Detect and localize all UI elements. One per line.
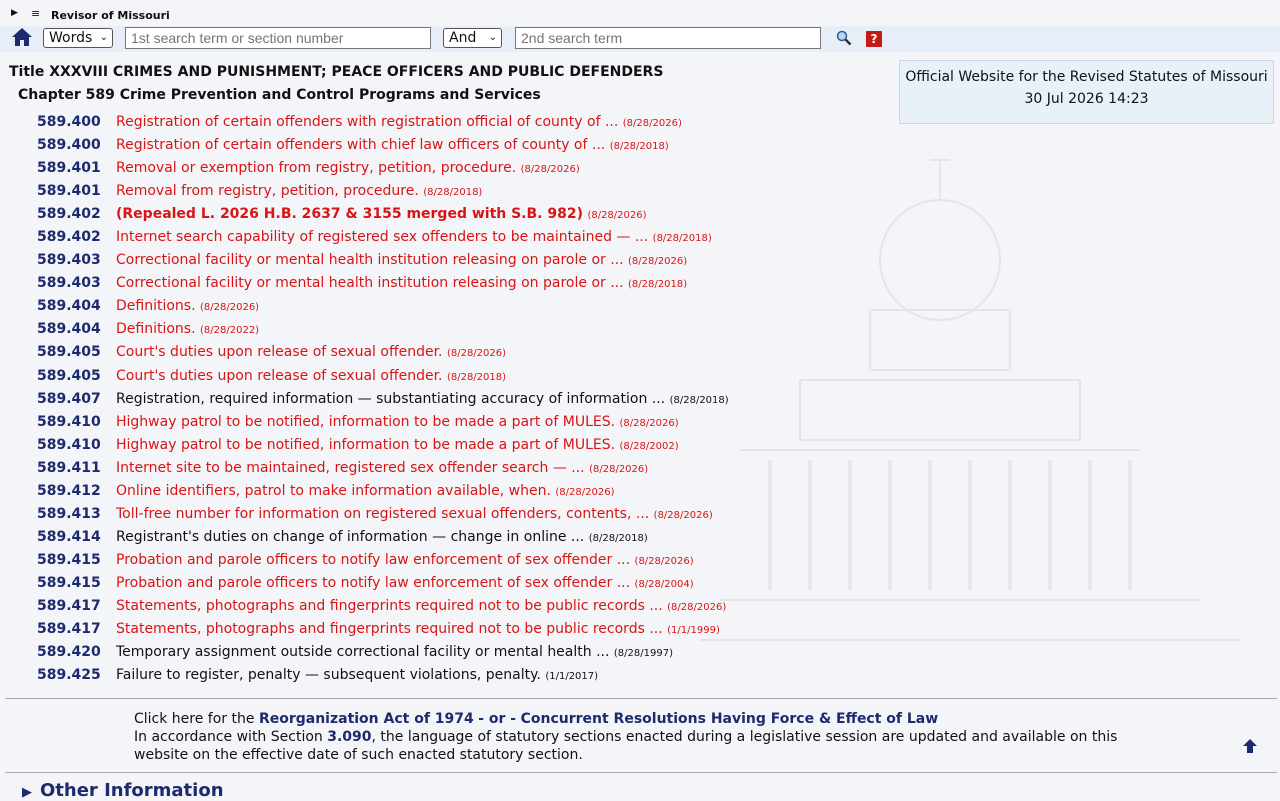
section-effective-date: (1/1/2017) — [545, 671, 599, 683]
section-row — [37, 618, 797, 641]
section-effective-date: (8/28/2026) — [634, 555, 694, 567]
section-title-link[interactable]: Registration, required information — substantiating accuracy of information ... — [116, 390, 666, 407]
home-icon[interactable] — [11, 26, 33, 48]
section-title-link[interactable]: Toll-free number for information on registered sexual offenders, contents, ... — [116, 505, 650, 522]
section-row — [37, 341, 797, 364]
section-number-link[interactable]: 589.401 — [37, 183, 101, 200]
other-information-label: Other Information — [40, 780, 224, 801]
section-title-link[interactable]: Probation and parole officers to notify law enforcement of sex offender ... — [116, 551, 631, 568]
section-title-link[interactable]: Failure to register, penalty — subsequent violations, penalty. — [116, 667, 541, 684]
section-number-link[interactable]: 589.413 — [37, 505, 101, 522]
section-number-link[interactable]: 589.404 — [37, 321, 101, 338]
chevron-down-icon: ⌄ — [99, 32, 108, 43]
chapter-heading: Chapter 589 Crime Prevention and Control Programs and Services — [18, 87, 541, 103]
accordance-note — [134, 728, 1134, 764]
section-number-link[interactable]: 589.404 — [37, 298, 101, 315]
footer-notes — [134, 710, 1134, 764]
expand-triangle-icon: ▶ — [22, 785, 32, 800]
section-row — [37, 457, 797, 480]
section-row — [37, 180, 797, 203]
section-row — [37, 480, 797, 503]
section-number-link[interactable]: 589.417 — [37, 597, 101, 614]
search-mode-select[interactable] — [43, 28, 113, 48]
section-number-link[interactable]: 589.403 — [37, 275, 101, 292]
divider — [5, 772, 1277, 773]
section-number-link[interactable]: 589.405 — [37, 344, 101, 361]
menu-icon[interactable]: ≡ — [31, 7, 41, 20]
section-row — [37, 295, 797, 318]
section-title-link[interactable]: (Repealed L. 2026 H.B. 2637 & 3155 merged with S.B. 982) — [116, 206, 583, 223]
section-number-link[interactable]: 589.420 — [37, 644, 101, 661]
accordance-rest: , the language of statutory sections enacted during a legislative session are updated and available on this website on the effective date of such enacted statutory section. — [134, 729, 1118, 763]
section-title-link[interactable]: Online identifiers, patrol to make information available, when. — [116, 482, 551, 499]
section-title-link[interactable]: Registration of certain offenders with chief law officers of county of ... — [116, 137, 606, 154]
section-effective-date: (8/28/2026) — [555, 486, 615, 498]
section-effective-date: (8/28/2018) — [423, 187, 483, 199]
search-term1-input[interactable] — [125, 27, 431, 49]
official-text: Official Website for the Revised Statutes of Missouri — [905, 69, 1268, 85]
section-effective-date: (8/28/2026) — [446, 348, 507, 360]
or-text: - or - — [478, 711, 517, 727]
section-number-link[interactable]: 589.403 — [37, 252, 101, 269]
section-effective-date: (8/28/2026) — [619, 417, 679, 429]
section-effective-date: (8/28/2026) — [653, 509, 713, 521]
section-effective-date: (1/1/1999) — [667, 625, 720, 637]
magnifier-icon[interactable] — [836, 30, 852, 46]
section-effective-date: (8/28/2026) — [622, 118, 682, 129]
section-number-link[interactable]: 589.400 — [37, 137, 101, 154]
section-number-link[interactable]: 589.425 — [37, 667, 101, 684]
chevron-down-icon: ⌄ — [488, 32, 497, 43]
section-effective-date: (8/28/1997) — [613, 648, 673, 660]
section-row — [37, 249, 797, 272]
section-title-link[interactable]: Temporary assignment outside correctional facility or mental health ... — [116, 644, 610, 661]
section-title-link[interactable]: Highway patrol to be notified, information to be made a part of MULES. — [116, 413, 616, 430]
section-row — [37, 157, 797, 180]
section-list — [37, 111, 797, 687]
section-row — [37, 641, 797, 664]
section-row — [37, 365, 797, 388]
section-title-link[interactable]: Removal or exemption from registry, petition, procedure. — [116, 160, 517, 177]
section-row — [37, 503, 797, 526]
section-row — [37, 434, 797, 457]
section-title-link[interactable]: Court's duties upon release of sexual offender. — [116, 367, 443, 384]
section-effective-date: (8/28/2026) — [667, 601, 727, 613]
section-effective-date: (8/28/2026) — [628, 256, 688, 268]
accordance-prefix: In accordance with Section — [134, 729, 323, 745]
section-title-link[interactable]: Definitions. — [116, 298, 196, 315]
other-information-toggle[interactable] — [22, 780, 224, 801]
concurrent-resolutions-link[interactable]: Concurrent Resolutions Having Force & Effect of Law — [520, 711, 939, 727]
section-effective-date: (8/28/2026) — [589, 463, 649, 475]
reorg-line — [134, 710, 1134, 728]
search-operator-select[interactable] — [443, 28, 502, 48]
section-title-link[interactable]: Registrant's duties on change of information — change in online ... — [116, 528, 585, 545]
section-title-link[interactable]: Court's duties upon release of sexual offender. — [116, 344, 443, 361]
section-row — [37, 411, 797, 434]
section-title-link[interactable]: Statements, photographs and fingerprints required not to be public records ... — [116, 597, 663, 614]
section-number-link[interactable]: 589.411 — [37, 459, 101, 476]
section-effective-date: (8/28/2018) — [446, 371, 507, 383]
section-row — [37, 572, 797, 595]
section-number-link[interactable]: 589.401 — [37, 160, 101, 177]
section-effective-date: (8/28/2022) — [200, 325, 260, 337]
click-prefix-text: Click here for the — [134, 711, 255, 727]
section-row — [37, 134, 797, 157]
section-effective-date: (8/28/2018) — [588, 532, 648, 544]
reorg-act-link[interactable]: Reorganization Act of 1974 — [258, 711, 474, 727]
section-title-link[interactable]: Probation and parole officers to notify law enforcement of sex offender ... — [116, 574, 631, 591]
section-title-link[interactable]: Statements, photographs and fingerprints required not to be public records ... — [116, 621, 663, 638]
site-name[interactable]: Revisor of Missouri — [51, 9, 170, 22]
section-title-link[interactable]: Highway patrol to be notified, information to be made a part of MULES. — [116, 436, 616, 453]
section-title-link[interactable]: Removal from registry, petition, procedure. — [116, 183, 419, 200]
section-number-link[interactable]: 589.412 — [37, 482, 101, 499]
section-effective-date: (8/28/2026) — [587, 210, 647, 222]
section-3090-link[interactable]: 3.090 — [327, 729, 372, 745]
section-number-link[interactable]: 589.405 — [37, 367, 101, 384]
expand-triangle-icon[interactable]: ▶ — [11, 8, 18, 18]
arrow-up-icon[interactable] — [1241, 737, 1259, 755]
section-effective-date: (8/28/2018) — [652, 233, 712, 245]
section-row — [37, 272, 797, 295]
official-datetime: 30 Jul 2026 14:23 — [1024, 91, 1149, 107]
search-operator-value: And — [449, 30, 477, 46]
help-icon[interactable]: ? — [866, 31, 882, 47]
section-number-link[interactable]: 589.400 — [37, 114, 101, 130]
search-bar — [0, 26, 1280, 52]
section-number-link[interactable]: 589.410 — [37, 436, 101, 453]
section-number-link[interactable]: 589.402 — [37, 229, 101, 246]
section-effective-date: (8/28/2002) — [619, 440, 679, 452]
section-number-link[interactable]: 589.414 — [37, 528, 101, 545]
section-effective-date: (8/28/2026) — [200, 302, 260, 314]
section-title-link[interactable]: Internet search capability of registered sex offenders to be maintained — ... — [116, 229, 649, 246]
section-number-link[interactable]: 589.402 — [37, 206, 101, 223]
top-bar — [0, 0, 1280, 26]
section-number-link[interactable]: 589.415 — [37, 574, 101, 591]
section-title-link[interactable]: Registration of certain offenders with registration official of county of ... — [116, 114, 619, 130]
divider — [5, 698, 1277, 699]
section-number-link[interactable]: 589.415 — [37, 551, 101, 568]
search-mode-value: Words — [49, 30, 93, 46]
section-row — [37, 595, 797, 618]
section-effective-date: (8/28/2018) — [669, 394, 729, 406]
section-number-link[interactable]: 589.407 — [37, 390, 101, 407]
section-title-link[interactable]: Correctional facility or mental health institution releasing on parole or ... — [116, 252, 624, 269]
section-title-link[interactable]: Correctional facility or mental health institution releasing on parole or ... — [116, 275, 624, 292]
section-title-link[interactable]: Definitions. — [116, 321, 196, 338]
section-effective-date: (8/28/2004) — [634, 578, 694, 590]
section-row — [37, 203, 797, 226]
section-row — [37, 111, 797, 134]
section-row — [37, 318, 797, 341]
page-title: Title XXXVIII CRIMES AND PUNISHMENT; PEACE OFFICERS AND PUBLIC DEFENDERS — [9, 64, 664, 80]
section-row — [37, 226, 797, 249]
section-effective-date: (8/28/2018) — [609, 141, 669, 153]
section-row — [37, 664, 797, 687]
search-term2-input[interactable] — [515, 27, 821, 49]
section-row — [37, 388, 797, 411]
section-effective-date: (8/28/2026) — [520, 164, 580, 176]
section-effective-date: (8/28/2018) — [628, 279, 688, 291]
official-website-box — [899, 60, 1274, 124]
section-title-link[interactable]: Internet site to be maintained, registered sex offender search — ... — [116, 459, 585, 476]
section-number-link[interactable]: 589.410 — [37, 413, 101, 430]
section-row — [37, 549, 797, 572]
section-number-link[interactable]: 589.417 — [37, 621, 101, 638]
section-row — [37, 526, 797, 549]
